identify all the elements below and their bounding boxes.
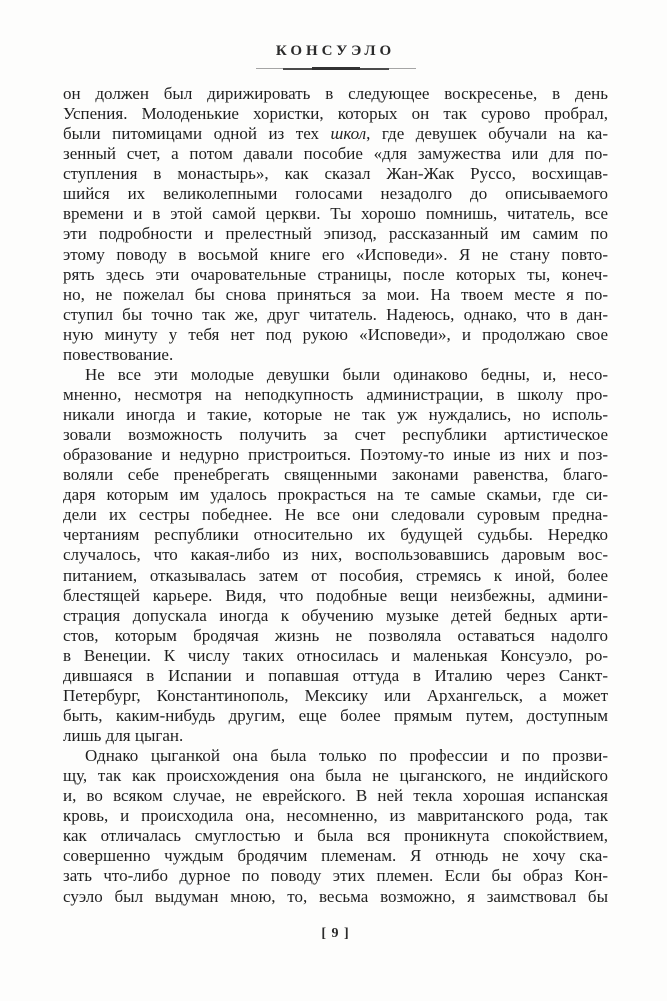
text-line: случалось, что какая-либо из них, воспользовавшись даровым вос- <box>63 545 608 565</box>
text-line: повествование. <box>63 344 174 364</box>
text-line: лишь для цыган. <box>63 726 184 745</box>
text-line: времени и в этой самой церкви. Ты хорошо помнишь, читатель, все <box>63 204 608 224</box>
page-title: КОНСУЭЛО <box>275 43 396 59</box>
text-line: образование и недурно пристроиться. Поэтому-то иные из них и поз- <box>63 445 608 465</box>
text-line: этому поводу в восьмой книге его «Исповеди». Я не стану повто- <box>63 244 608 264</box>
text-line: даря которым им удалось прокрасться на те самые скамьи, где си- <box>63 485 608 505</box>
paragraph <box>63 84 608 365</box>
text-line: питанием, отказывалась затем от пособия, стремясь к иной, более <box>63 565 608 585</box>
text-line: стов, которым бродячая жизнь не позволяла оставаться надолго <box>63 625 608 645</box>
text-line: щу, так как происхождения она была не цыганского, не индийского <box>63 766 608 786</box>
text-line: воляли себе пренебрегать священными законами равенства, благо- <box>63 465 608 485</box>
text-line: рять здесь эти очаровательные страницы, после которых ты, конеч- <box>63 264 608 284</box>
text-line: ступил бы точно так же, друг читатель. Надеюсь, однако, что в дан- <box>63 304 608 324</box>
text-line: мненно, несмотря на неподкупность администрации, в школу про- <box>63 384 608 404</box>
text-line: Успения. Молоденькие хористки, которых он так сурово пробрал, <box>63 104 608 124</box>
text-line: ную минуту у тебя нет под рукою «Исповеди», и продолжаю свое <box>63 324 608 344</box>
text-line: страция допускала иногда к обучению музыке детей бедных арти- <box>63 605 608 625</box>
text-line: Петербург, Константинополь, Мексику или Архангельск, а может <box>63 685 608 705</box>
text-line: дившаяся в Испании и попавшая оттуда в Италию через Санкт- <box>63 665 608 685</box>
text-line: совершенно чуждым бродячим племенам. Я отнюдь не хочу ска- <box>63 846 608 866</box>
text-line: как отличалась смуглостью и была вся проникнута спокойствием, <box>63 826 608 846</box>
italic-text: школ <box>330 124 367 144</box>
running-head <box>63 44 608 70</box>
text-line: в Венеции. К числу таких относилась и маленькая Консуэло, ро- <box>63 645 608 665</box>
text-line: зенный счет, а потом давали пособие «для замужества или для по- <box>63 144 608 164</box>
text-line: зовали возможность получить за счет республики артистическое <box>63 425 608 445</box>
text-line: суэло был выдуман мною, то, весьма возможно, я заимствовал бы <box>63 886 608 906</box>
text-line: Не все эти молодые девушки были одинаково бедны, и, несо- <box>85 364 608 384</box>
text-line: и, во всяком случае, не еврейского. В ней текла хорошая испанская <box>63 786 608 806</box>
header-rule-ornament <box>256 67 416 70</box>
text-line: Однако цыганкой она была только по профессии и по прозви- <box>85 746 608 766</box>
text-line: шийся их великолепными голосами незадолго до описываемого <box>63 184 608 204</box>
text-line: ступления в монастырь», как сказал Жан-Жак Руссо, восхищав- <box>63 164 608 184</box>
text-line: он должен был дирижировать в следующее воскресенье, в день <box>63 84 608 103</box>
paragraph <box>63 746 608 907</box>
text-line: были питомицами одной из тех школ, где девушек обучали на ка- <box>63 124 608 144</box>
page-number: [ 9 ] <box>321 926 350 941</box>
text-line: зать что-либо дурное по поводу этих племен. Если бы образ Кон- <box>63 866 608 886</box>
text-line: чертаниям республики относительно их будущей судьбы. Нередко <box>63 525 608 545</box>
text-line: быть, каким-нибудь другим, еще более прямым путем, доступным <box>63 705 608 725</box>
rule-center-bar <box>312 67 360 70</box>
text-line: блестящей карьере. Видя, что подобные вещи неизбежны, админи- <box>63 585 608 605</box>
text-line: но, не пожелал бы снова приняться за мои. На твоем месте я по- <box>63 284 608 304</box>
text-line: дели их сестры победнее. Не все они следовали суровым предна- <box>63 505 608 525</box>
text-line: кровь, и происходила она, несомненно, из мавританского рода, так <box>63 806 608 826</box>
body-text <box>63 84 608 907</box>
paragraph <box>63 365 608 746</box>
text-line: эти подробности и прелестный эпизод, рассказанный им самим по <box>63 224 608 244</box>
text-line: никали иногда и такие, которые не так уж нуждались, но исполь- <box>63 405 608 424</box>
